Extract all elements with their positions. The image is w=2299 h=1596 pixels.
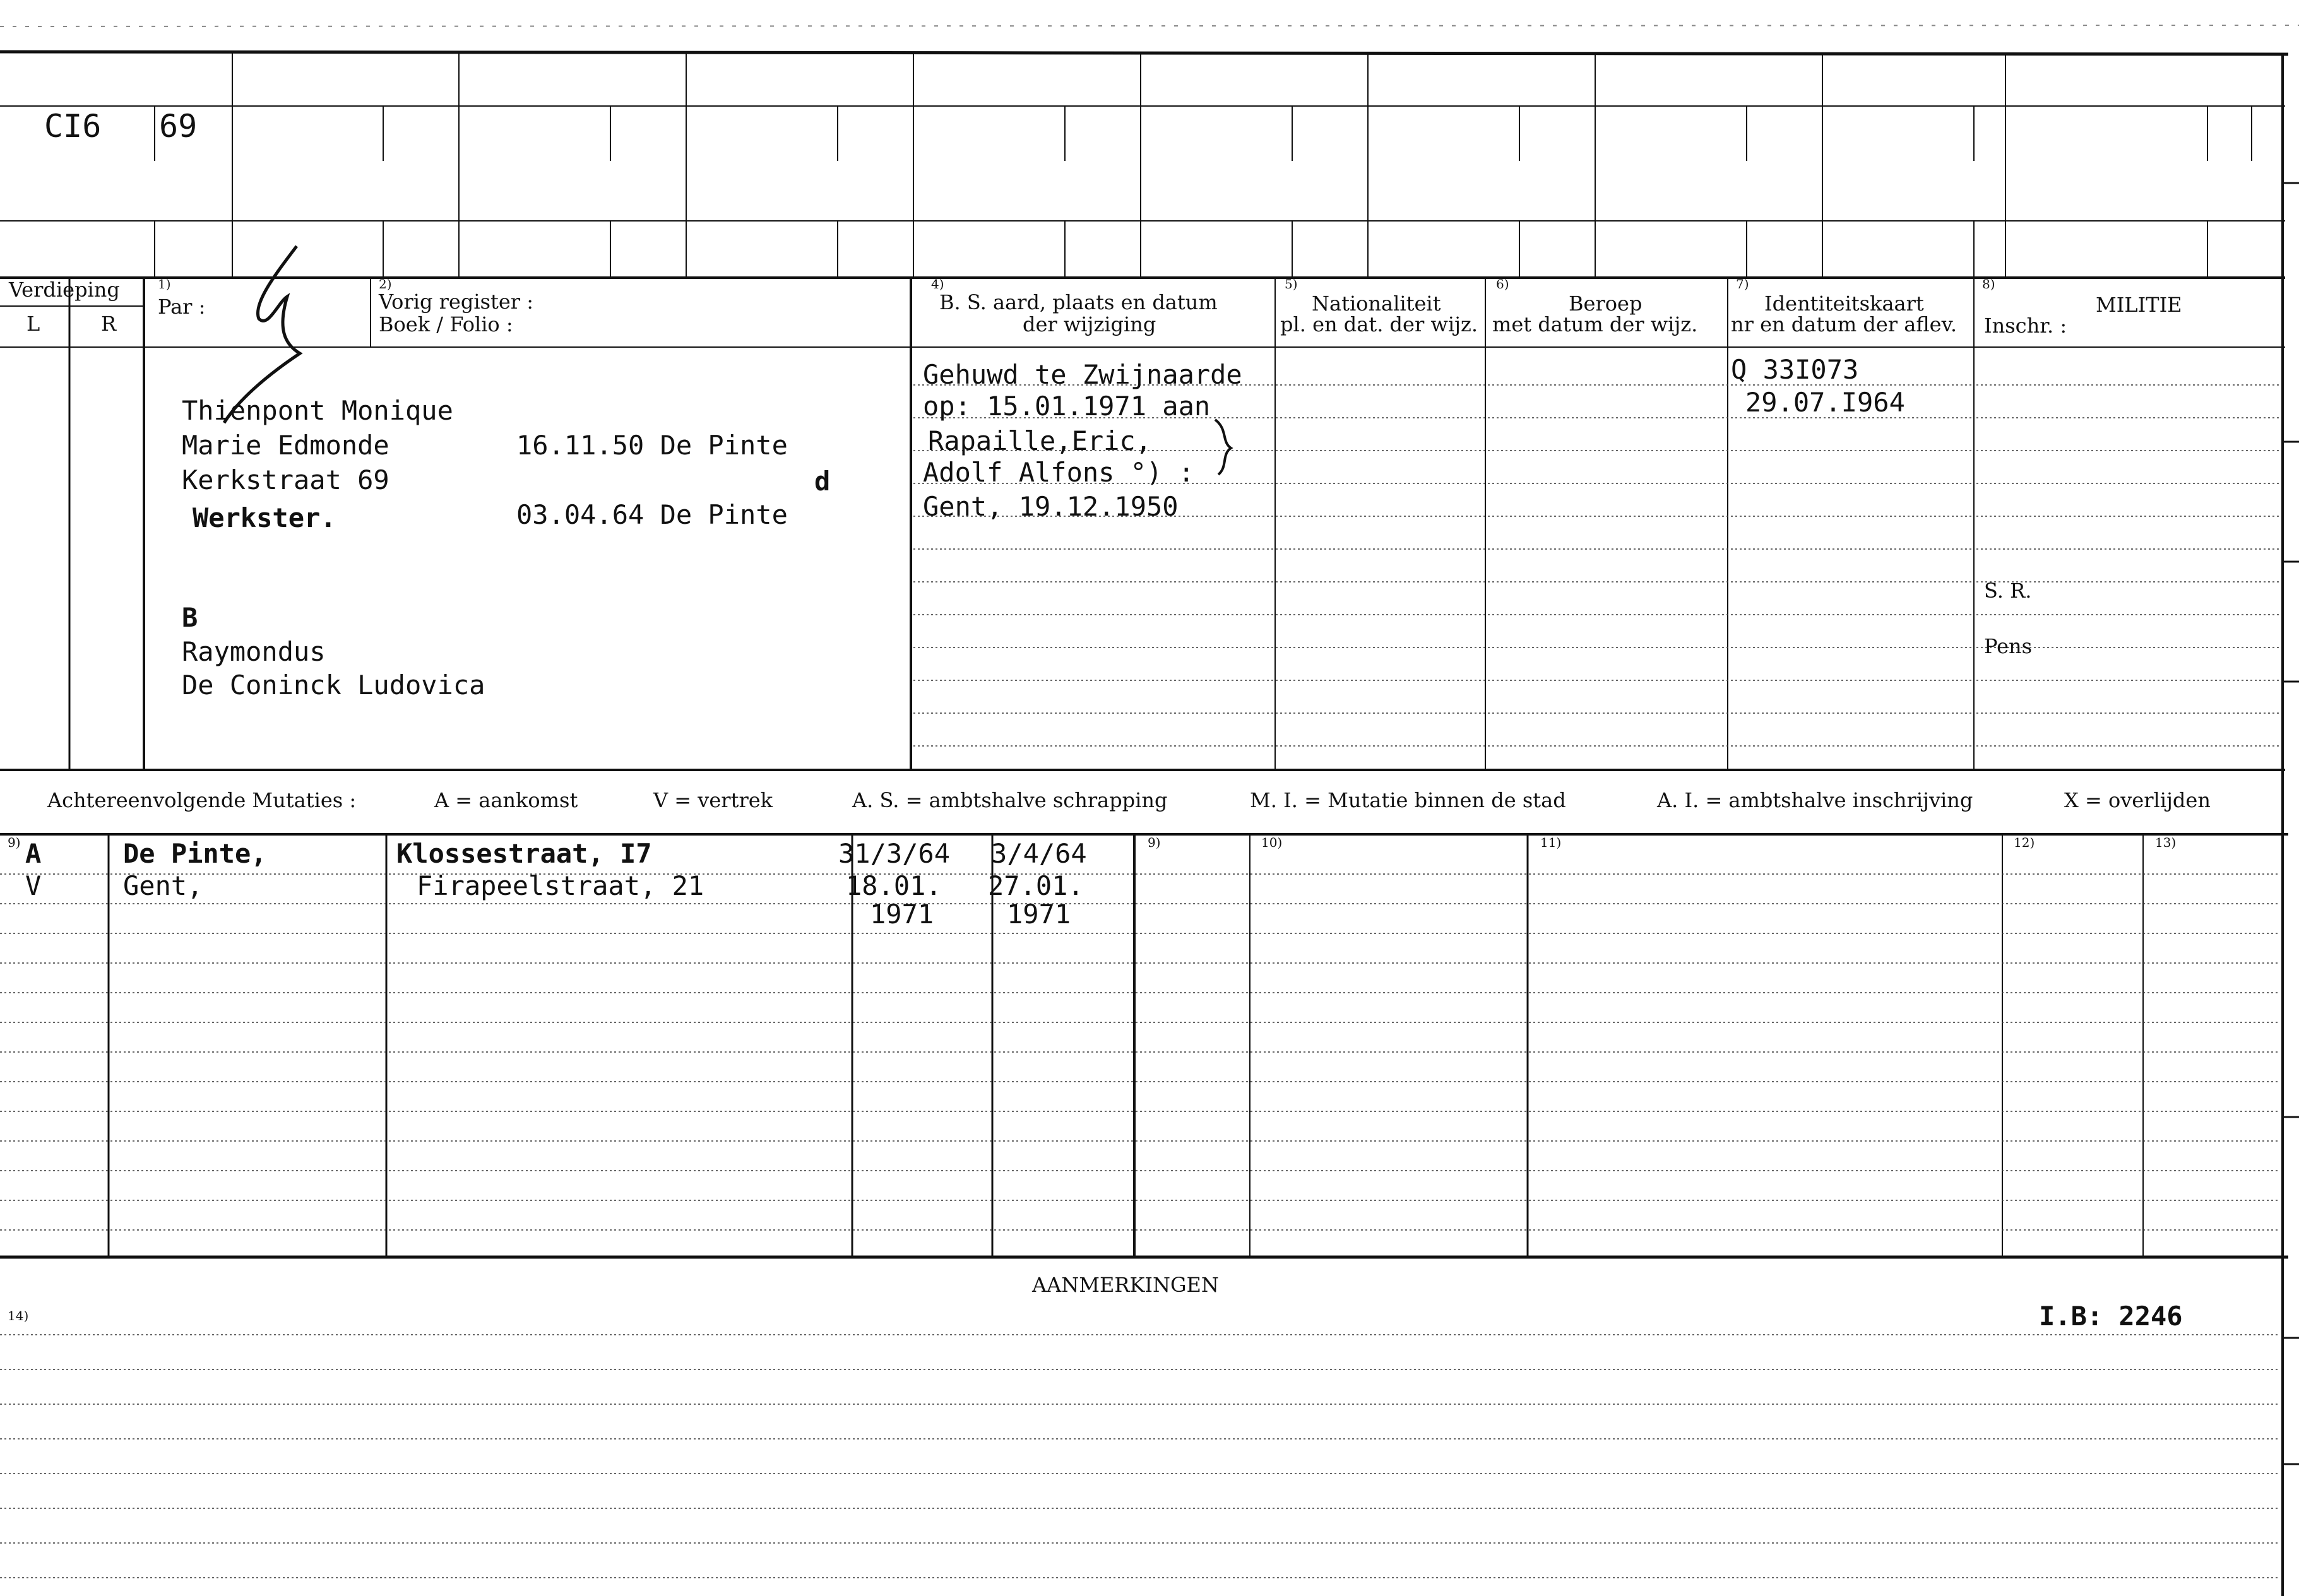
mutation-1-type: A [25,838,42,869]
person-birth: 16.11.50 De Pinte [516,430,788,461]
civil-status-line-1: Gehuwd te Zwijnaarde [923,359,1242,390]
mutation-1-place: De Pinte, [123,838,267,869]
identiteitskaart-header: Identiteitskaart [1764,292,1924,316]
legend-overlijden: X = overlijden [2064,788,2211,812]
legend-ambtshalve-inschrijving: A. I. = ambtshalve inschrijving [1657,788,1973,812]
mutation-1-street: Klossestraat, I7 [396,838,652,869]
mutation-2-year2: 1971 [1007,899,1071,930]
remarks-ib-number: I.B: 2246 [2039,1301,2183,1332]
beroep-header: Beroep [1569,292,1643,316]
col7-number: 7) [1736,276,1749,292]
mutation-col9-number: 9) [8,835,21,850]
col8-number: 8) [1982,276,1995,292]
mutation-2-year1: 1971 [870,899,934,930]
card-code: CI6 [44,108,102,145]
person-sex: d [814,466,831,497]
verdieping-header: Verdieping [9,278,120,302]
legend-vertrek: V = vertrek [653,788,773,812]
mutation-col13-number: 13) [2155,835,2177,850]
legend-ambtshalve-schrapping: A. S. = ambtshalve schrapping [852,788,1168,812]
floor-l-header: L [27,312,40,336]
remarks-title: AANMERKINGEN [1032,1273,1219,1297]
mutation-2-place: Gent, [123,870,203,901]
beroep-subheader: met datum der wijz. [1492,312,1698,336]
mutation-col12-number: 12) [2014,835,2035,850]
mutation-col10-number: 10) [1261,835,1283,850]
legend-aankomst: A = aankomst [434,788,578,812]
person-given-names: Marie Edmonde [182,430,389,461]
mutation-col11-number: 11) [1540,835,1562,850]
inschr-label: Inschr. : [1984,314,2067,338]
mother-name: De Coninck Ludovica [182,670,485,700]
mutation-2-date1: 18.01. [846,870,942,901]
identity-card-number: Q 33I073 [1731,354,1859,385]
mutation-2-date2: 27.01. [988,870,1084,901]
pens-label: Pens [1984,634,2033,658]
person-name: Thienpont Monique [182,395,453,426]
sr-label: S. R. [1984,579,2032,603]
mutation-1-date1: 31/3/64 [838,838,951,869]
person-address: Kerkstraat 69 [182,464,389,495]
legend-title: Achtereenvolgende Mutaties : [47,788,357,812]
mutation-1-date2: 3/4/64 [991,838,1087,869]
col6-number: 6) [1496,276,1509,292]
person-occupation: Werkster. [193,502,336,533]
par-label: Par : [158,295,206,319]
boek-folio-label: Boek / Folio : [379,312,513,336]
col2-number: 2) [379,276,392,292]
identity-card-date: 29.07.I964 [1745,387,1905,418]
house-number: 69 [159,108,198,145]
parents-mark: B [182,602,198,633]
mutation-col9b-number: 9) [1148,835,1161,850]
person-occupation-date: 03.04.64 De Pinte [516,499,788,530]
bs-header-line1: B. S. aard, plaats en datum [939,290,1218,314]
militie-header: MILITIE [2096,293,2182,317]
mutation-2-type: V [25,870,42,901]
col1-number: 1) [158,276,171,292]
civil-status-line-5: Gent, 19.12.1950 [923,491,1179,522]
civil-status-line-3: Rapaille,Eric, [928,425,1152,456]
nationaliteit-header: Nationaliteit [1312,292,1441,316]
vorig-register-label: Vorig register : [379,290,534,314]
identiteitskaart-subheader: nr en datum der aflev. [1731,312,1957,336]
civil-status-line-2: op: 15.01.1971 aan [923,391,1211,422]
bs-header-line2: der wijziging [1023,312,1156,336]
legend-mutatie-binnen-stad: M. I. = Mutatie binnen de stad [1250,788,1566,812]
floor-r-header: R [101,312,117,336]
father-name: Raymondus [182,636,326,667]
mutation-2-street: Firapeelstraat, 21 [417,870,704,901]
remarks-number: 14) [8,1308,29,1323]
nationaliteit-subheader: pl. en dat. der wijz. [1280,312,1478,336]
civil-status-line-4: Adolf Alfons °) : [923,457,1194,488]
col4-number: 4) [931,276,944,292]
col5-number: 5) [1285,276,1298,292]
